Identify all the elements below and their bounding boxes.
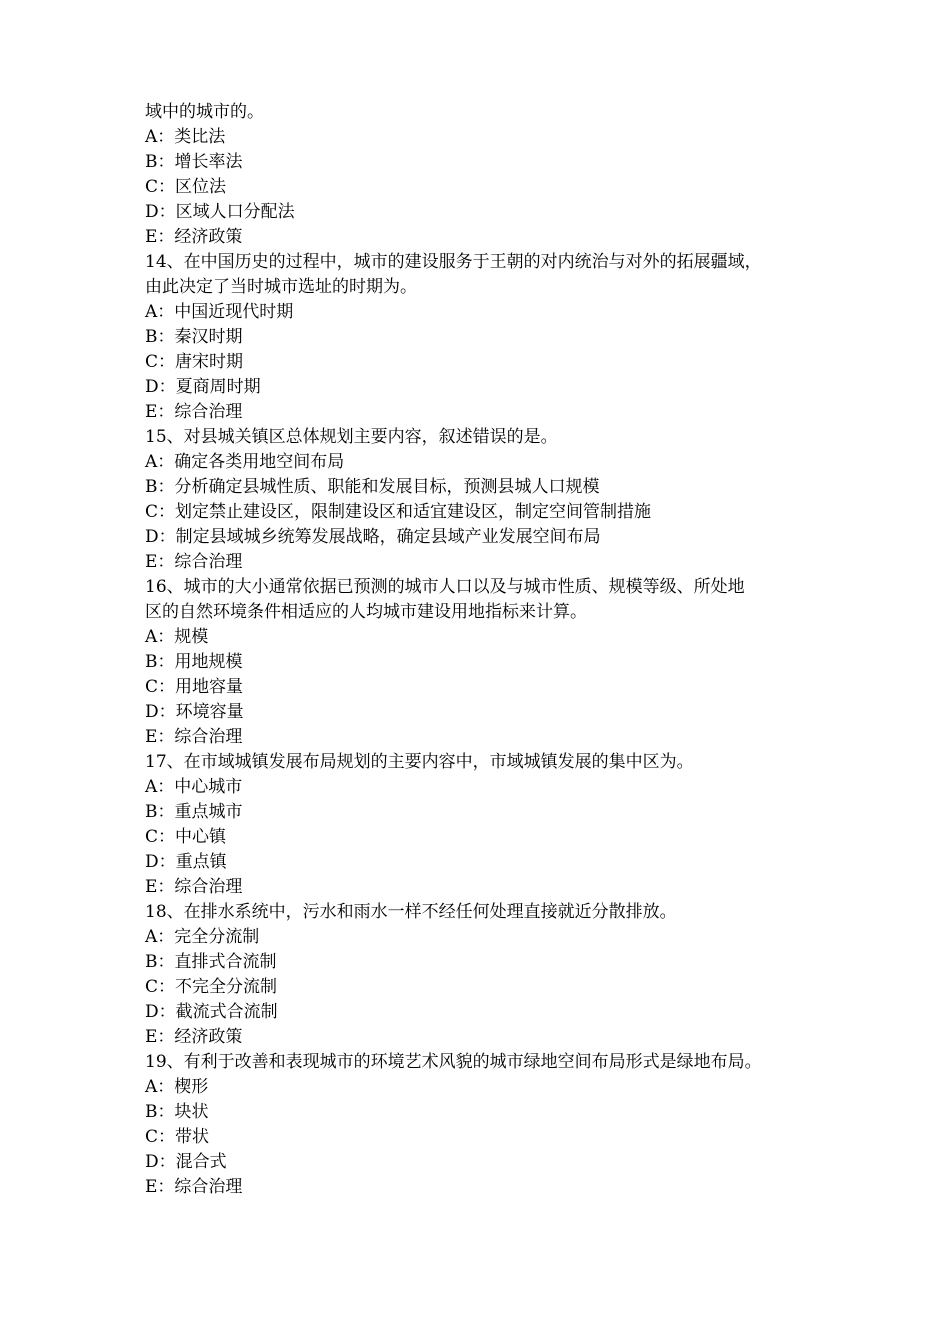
option-line: E：经济政策 (145, 227, 243, 247)
option-line: E：综合治理 (145, 402, 243, 422)
option-line: D：环境容量 (145, 702, 244, 722)
option-line: D：夏商周时期 (145, 377, 261, 397)
option-line: C：划定禁止建设区，限制建设区和适宜建设区，制定空间管制措施 (145, 502, 652, 522)
option-line: B：直排式合流制 (145, 952, 277, 972)
question-line: 由此决定了当时城市选址的时期为。 (145, 277, 417, 297)
option-line: A：楔形 (145, 1077, 209, 1097)
option-line: A：规模 (145, 627, 209, 647)
option-line: A：确定各类用地空间布局 (145, 452, 345, 472)
question-line: 19、有利于改善和表现城市的环境艺术风貌的城市绿地空间布局形式是绿地布局。 (145, 1052, 762, 1072)
option-line: C：中心镇 (145, 827, 227, 847)
question-line: 区的自然环境条件相适应的人均城市建设用地指标来计算。 (145, 602, 587, 622)
option-line: E：综合治理 (145, 1177, 243, 1197)
option-line: B：块状 (145, 1102, 209, 1122)
option-line: D：制定县域城乡统筹发展战略，确定县域产业发展空间布局 (145, 527, 601, 547)
option-line: B：分析确定县城性质、职能和发展目标，预测县城人口规模 (145, 477, 600, 497)
option-line: A：类比法 (145, 127, 226, 147)
question-line: 15、对县城关镇区总体规划主要内容，叙述错误的是。 (145, 427, 558, 447)
option-line: A：中国近现代时期 (145, 302, 294, 322)
option-line: C：区位法 (145, 177, 227, 197)
option-line: A：完全分流制 (145, 927, 260, 947)
option-line: E：经济政策 (145, 1027, 243, 1047)
option-line: B：秦汉时期 (145, 327, 243, 347)
option-line: C：用地容量 (145, 677, 244, 697)
option-line: D：混合式 (145, 1152, 227, 1172)
option-line: D：区域人口分配法 (145, 202, 295, 222)
option-line: B：增长率法 (145, 152, 243, 172)
option-line: C：不完全分流制 (145, 977, 278, 997)
option-line: E：综合治理 (145, 727, 243, 747)
option-line: C：带状 (145, 1127, 210, 1147)
document-page (145, 100, 825, 1200)
question-line: 14、在中国历史的过程中，城市的建设服务于王朝的对内统治与对外的拓展疆域， (145, 252, 762, 272)
question-line: 17、在市域城镇发展布局规划的主要内容中，市域城镇发展的集中区为。 (145, 752, 694, 772)
option-line: E：综合治理 (145, 552, 243, 572)
option-line: E：综合治理 (145, 877, 243, 897)
option-line: A：中心城市 (145, 777, 243, 797)
option-line: B：用地规模 (145, 652, 243, 672)
text-line: 域中的城市的。 (145, 102, 264, 122)
option-line: D：截流式合流制 (145, 1002, 278, 1022)
option-line: B：重点城市 (145, 802, 243, 822)
question-line: 18、在排水系统中，污水和雨水一样不经任何处理直接就近分散排放。 (145, 902, 677, 922)
option-line: D：重点镇 (145, 852, 227, 872)
question-line: 16、城市的大小通常依据已预测的城市人口以及与城市性质、规模等级、所处地 (145, 577, 745, 597)
option-line: C：唐宋时期 (145, 352, 244, 372)
